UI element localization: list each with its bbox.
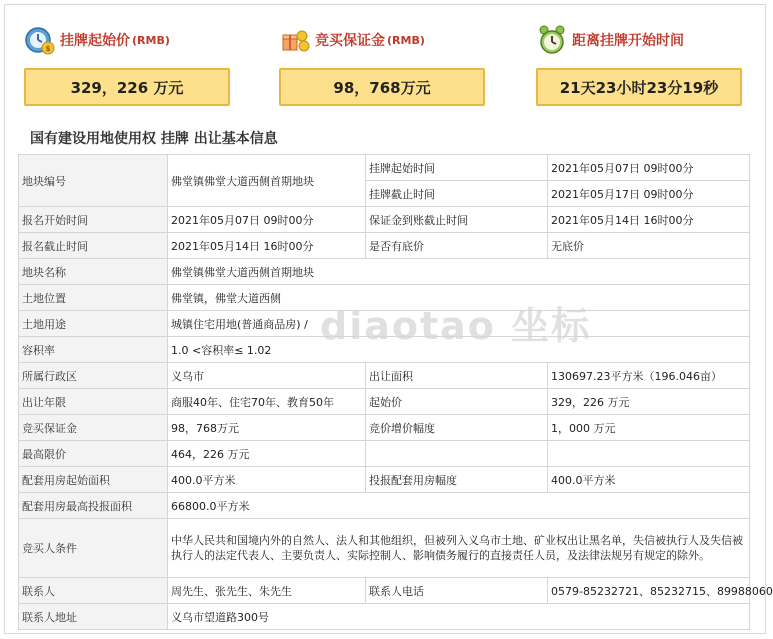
table-value: 2021年05月07日 09时00分 [548,155,750,181]
table-label: 起始价 [366,389,548,415]
table-row [19,519,750,578]
table-row [19,233,750,259]
table-label: 报名截止时间 [19,233,168,259]
table-label: 地块名称 [19,259,168,285]
deposit-header [279,20,425,60]
alarm-clock-icon [536,24,568,56]
countdown-label: 距离挂牌开始时间 [572,33,684,49]
table-value: 0579-85232721、85232715、89988060 [548,578,750,604]
table-value: 周先生、张先生、朱先生 [168,578,366,604]
table-value: 佛堂镇佛堂大道西侧首期地块 [168,259,750,285]
start-price-value: 329，226 万元 [24,68,230,106]
table-value: 义乌市 [168,363,366,389]
table-value: 98，768万元 [168,415,366,441]
table-row [19,207,750,233]
svg-text:$: $ [45,45,51,53]
table-label: 土地位置 [19,285,168,311]
table-row [19,337,750,363]
countdown-value: 21天23小时23分19秒 [536,68,742,106]
table-label: 所属行政区 [19,363,168,389]
table-label: 联系人电话 [366,578,548,604]
table-value: 2021年05月14日 16时00分 [168,233,366,259]
table-row [19,604,750,630]
start-price-unit: (RMB) [132,33,170,47]
deposit-value: 98，768万元 [279,68,485,106]
table-empty-cell [366,441,548,467]
table-label: 保证金到账截止时间 [366,207,548,233]
table-value: 2021年05月17日 09时00分 [548,181,750,207]
table-label: 联系人地址 [19,604,168,630]
table-label: 投报配套用房幅度 [366,467,548,493]
table-label: 地块编号 [19,155,168,207]
table-value: 1，000 万元 [548,415,750,441]
table-value: 无底价 [548,233,750,259]
table-value: 佛堂镇，佛堂大道西侧 [168,285,750,311]
table-value: 1.0 <容积率≤ 1.02 [168,337,750,363]
table-value: 商服40年、住宅70年、教育50年 [168,389,366,415]
table-label: 出让年限 [19,389,168,415]
table-label: 挂牌起始时间 [366,155,548,181]
table-value: 中华人民共和国境内外的自然人、法人和其他组织，但被列入义乌市土地、矿业权出让黑名单，失信被执行人及失信被执行人的法定代表人、主要负责人、实际控制人、影响债务履行的直接责任人员，及法律法规另有规定的除外。 [168,519,750,578]
table-value: 329，226 万元 [548,389,750,415]
countdown-header [536,20,684,60]
table-label: 挂牌截止时间 [366,181,548,207]
gift-box-icon [279,24,311,56]
table-row [19,259,750,285]
table-label: 是否有底价 [366,233,548,259]
deposit-label: 竞买保证金 [315,33,385,49]
table-label: 竞买保证金 [19,415,168,441]
deposit-card [279,20,515,116]
table-label: 容积率 [19,337,168,363]
table-value: 2021年05月07日 09时00分 [168,207,366,233]
table-row [19,389,750,415]
summary-cards [0,0,772,118]
watermark: diaotao 坐标 [320,304,592,348]
table-value: 400.0平方米 [548,467,750,493]
table-label: 配套用房最高投报面积 [19,493,168,519]
table-row [19,441,750,467]
table-value: 2021年05月14日 16时00分 [548,207,750,233]
table-row [19,311,750,337]
table-value: 义乌市望道路300号 [168,604,750,630]
countdown-card [536,20,772,116]
table-label: 竞买人条件 [19,519,168,578]
table-empty-cell [548,441,750,467]
start-price-card [24,20,260,116]
table-row [19,493,750,519]
table-value: 464，226 万元 [168,441,366,467]
table-row [19,363,750,389]
table-row [19,578,750,604]
table-label: 竞价增价幅度 [366,415,548,441]
clock-coin-icon [24,24,56,56]
table-label: 报名开始时间 [19,207,168,233]
table-label: 土地用途 [19,311,168,337]
table-value: 66800.0平方米 [168,493,750,519]
table-row [19,467,750,493]
table-value: 城镇住宅用地(普通商品房) / [168,311,750,337]
table-label: 最高限价 [19,441,168,467]
table-value: 130697.23平方米（196.046亩） [548,363,750,389]
table-label: 出让面积 [366,363,548,389]
table-row [19,285,750,311]
table-label: 联系人 [19,578,168,604]
table-row [19,415,750,441]
section-title: 国有建设用地使用权 挂牌 出让基本信息 [30,131,278,147]
info-table [18,154,773,630]
start-price-header [24,20,170,60]
table-value: 400.0平方米 [168,467,366,493]
table-value: 佛堂镇佛堂大道西侧首期地块 [168,155,366,207]
table-label: 配套用房起始面积 [19,467,168,493]
table-row [19,155,750,181]
deposit-unit: (RMB) [387,33,425,47]
start-price-label: 挂牌起始价 [60,33,130,49]
